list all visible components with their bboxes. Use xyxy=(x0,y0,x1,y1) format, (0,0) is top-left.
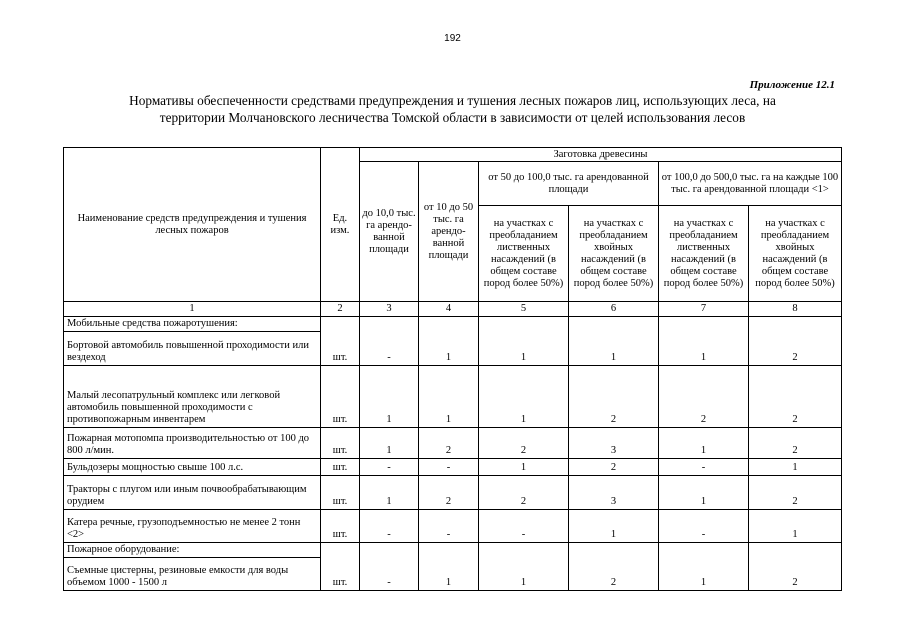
value-cell: 1 xyxy=(419,366,479,428)
value-cell: 1 xyxy=(479,366,569,428)
col-number: 3 xyxy=(360,302,419,317)
unit-cell: шт. xyxy=(321,428,360,459)
col-number: 1 xyxy=(64,302,321,317)
item-name: Пожарная мотопомпа производительностью от 100 до 800 л/мин. xyxy=(64,428,321,459)
value-cell: - xyxy=(659,510,749,543)
item-name: Тракторы с плугом или иным почвообрабатывающим орудием xyxy=(64,476,321,510)
header-group: Заготовка древесины xyxy=(360,148,842,162)
value-cell: 2 xyxy=(419,476,479,510)
value-cell: 1 xyxy=(749,510,842,543)
value-cell: 1 xyxy=(479,317,569,366)
unit-cell: шт. xyxy=(321,459,360,476)
value-cell: 1 xyxy=(659,428,749,459)
header-g78: от 100,0 до 500,0 тыс. га на каждые 100 тыс. га арендованной площади <1> xyxy=(659,162,842,206)
value-cell: 1 xyxy=(479,543,569,591)
header-unit: Ед. изм. xyxy=(321,148,360,302)
value-cell: - xyxy=(419,459,479,476)
section-row-mobile xyxy=(64,317,842,332)
col-number: 5 xyxy=(479,302,569,317)
value-cell: 2 xyxy=(749,476,842,510)
header-c6: на участках с преобладанием хвойных насаждений (в общем составе пород более 50%) xyxy=(569,206,659,302)
value-cell: - xyxy=(360,317,419,366)
unit-cell: шт. xyxy=(321,476,360,510)
page-number: 192 xyxy=(444,33,461,44)
value-cell: 3 xyxy=(569,476,659,510)
value-cell: 2 xyxy=(479,428,569,459)
item-name: Бортовой автомобиль повышенной проходимости или вездеход xyxy=(64,332,321,366)
value-cell: 2 xyxy=(749,428,842,459)
value-cell: 2 xyxy=(749,317,842,366)
value-cell: - xyxy=(360,543,419,591)
table-row xyxy=(64,476,842,510)
value-cell: 2 xyxy=(419,428,479,459)
value-cell: 2 xyxy=(569,366,659,428)
col-number: 8 xyxy=(749,302,842,317)
header-c3: до 10,0 тыс. га арендо-ванной площади xyxy=(360,162,419,302)
table-row xyxy=(64,366,842,428)
section-label: Пожарное оборудование: xyxy=(64,543,321,558)
document-title xyxy=(60,92,845,126)
value-cell: 1 xyxy=(419,543,479,591)
item-name: Малый лесопатрульный комплекс или легковой автомобиль повышенной проходимости с противопожарным инвентарем xyxy=(64,366,321,428)
title-line-1: Нормативы обеспеченности средствами предупреждения и тушения лесных пожаров лиц, использующих леса, на xyxy=(129,93,776,108)
value-cell: 2 xyxy=(479,476,569,510)
item-name: Бульдозеры мощностью свыше 100 л.с. xyxy=(64,459,321,476)
table-row xyxy=(64,428,842,459)
value-cell: 1 xyxy=(569,510,659,543)
value-cell: - xyxy=(360,459,419,476)
header-c8: на участках с преобладанием хвойных насаждений (в общем составе пород более 50%) xyxy=(749,206,842,302)
value-cell: 1 xyxy=(479,459,569,476)
value-cell: 2 xyxy=(659,366,749,428)
header-c5: на участках с преобладанием лиственных насаждений (в общем составе пород более 50%) xyxy=(479,206,569,302)
item-name: Съемные цистерны, резиновые емкости для воды объемом 1000 - 1500 л xyxy=(64,558,321,591)
value-cell: 1 xyxy=(360,428,419,459)
value-cell: - xyxy=(659,459,749,476)
title-line-2: территории Молчановского лесничества Томской области в зависимости от целей использования лесов xyxy=(159,110,746,125)
value-cell: 2 xyxy=(569,543,659,591)
table-row xyxy=(64,459,842,476)
value-cell: 1 xyxy=(659,543,749,591)
header-c7: на участках с преобладанием лиственных насаждений (в общем составе пород более 50%) xyxy=(659,206,749,302)
unit-cell: шт. xyxy=(321,366,360,428)
unit-cell: шт. xyxy=(321,543,360,591)
col-number: 7 xyxy=(659,302,749,317)
value-cell: - xyxy=(479,510,569,543)
col-number: 2 xyxy=(321,302,360,317)
table-row xyxy=(64,510,842,543)
unit-cell: шт. xyxy=(321,317,360,366)
value-cell: 2 xyxy=(749,366,842,428)
value-cell: 1 xyxy=(659,476,749,510)
section-row-equipment xyxy=(64,543,842,558)
value-cell: 1 xyxy=(360,366,419,428)
column-number-row xyxy=(64,302,842,317)
header-row-1 xyxy=(64,148,842,162)
unit-cell: шт. xyxy=(321,510,360,543)
value-cell: 1 xyxy=(360,476,419,510)
col-number: 4 xyxy=(419,302,479,317)
section-label: Мобильные средства пожаротушения: xyxy=(64,317,321,332)
header-name: Наименование средств предупреждения и тушения лесных пожаров xyxy=(64,148,321,302)
value-cell: 1 xyxy=(659,317,749,366)
norms-table xyxy=(63,147,842,591)
value-cell: 1 xyxy=(419,317,479,366)
value-cell: 3 xyxy=(569,428,659,459)
item-name: Катера речные, грузоподъемностью не менее 2 тонн <2> xyxy=(64,510,321,543)
appendix-label: Приложение 12.1 xyxy=(749,79,835,91)
value-cell: 2 xyxy=(569,459,659,476)
header-g56: от 50 до 100,0 тыс. га арендованной площади xyxy=(479,162,659,206)
header-c4: от 10 до 50 тыс. га арендо-ванной площади xyxy=(419,162,479,302)
value-cell: - xyxy=(360,510,419,543)
value-cell: 2 xyxy=(749,543,842,591)
value-cell: - xyxy=(419,510,479,543)
col-number: 6 xyxy=(569,302,659,317)
value-cell: 1 xyxy=(749,459,842,476)
value-cell: 1 xyxy=(569,317,659,366)
